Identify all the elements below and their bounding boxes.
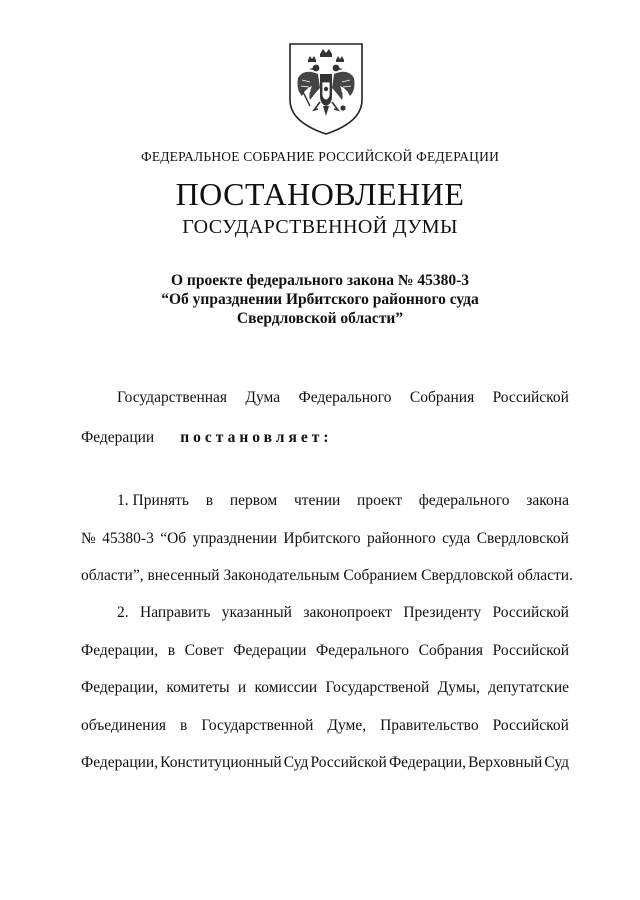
word: Федерации, [81,754,159,771]
word: Верховный [468,754,543,771]
word: Российской [492,604,569,621]
word: Федерального [316,641,410,659]
paragraph-line [81,557,573,595]
paragraph-line [81,744,569,782]
subject-line: Свердловской области” [236,310,404,327]
word: Государственой [325,679,430,696]
subject-line: О проекте федерального закона № 45380-3 [170,272,469,289]
word: законопроект [303,604,392,621]
word: Федерации, [388,754,467,771]
word: Собрания [409,389,475,406]
word: в [205,492,214,509]
document-type-title: ПОСТАНОВЛЕНИЕ [175,176,465,212]
word: Правительство [380,716,479,734]
word: 45380-3 [102,529,154,547]
word: в [167,641,176,659]
word: Российской [492,641,569,659]
word: Федерации [81,429,155,446]
russian-coat-of-arms-icon [286,40,366,136]
word: объединения [81,716,167,734]
word: Государственной [201,716,314,734]
line-text: области”, внесенный Законодательным Собранием Свердловской области. [81,567,573,584]
subject-line: “Об упразднении Ирбитского районного суда [161,291,479,308]
word: 1. Принять [117,492,190,509]
resolves-keyword: постановляет: [180,429,333,446]
word: Федерального [298,389,392,406]
word: чтении [293,492,341,509]
word: Совет [184,641,224,659]
paragraph-1 [81,482,573,595]
word: Свердловской [476,529,569,547]
word: Российской [492,716,569,734]
issuer-name: ГОСУДАРСТВЕННОЙ ДУМЫ [182,216,458,238]
word: первом [229,492,278,509]
word: Федерации [233,641,307,659]
word: Ирбитского [283,529,361,547]
paragraph-line [81,520,569,558]
word: Российской [310,754,387,771]
paragraph-line [81,482,569,520]
word: Думе, [327,716,367,734]
organization-name: ФЕДЕРАЛЬНОЕ СОБРАНИЕ РОССИЙСКОЙ ФЕДЕРАЦИИ [140,149,500,164]
word: Суд [283,754,309,771]
word: 2. [117,604,129,621]
word: Российской [492,389,569,406]
paragraph-line [81,594,569,632]
paragraph-line [81,707,569,745]
word: Суд [544,754,569,771]
word: суда [442,529,471,547]
document-subject [0,271,640,328]
preamble [81,378,569,458]
word: “Об [160,529,187,547]
word: Дума [245,389,281,406]
word: Федерации, [81,641,159,659]
word: Президенту [403,604,482,621]
word: комиссии [254,679,318,696]
word: Федерации, [81,679,159,696]
word: указанный [221,604,292,621]
word: Думы, [437,679,480,696]
word: Направить [140,604,211,621]
word: Государственная [117,389,228,406]
word: федерального [418,492,510,509]
word: упразднении [192,529,278,547]
word: и [237,679,247,696]
word: Собрания [418,641,483,659]
preamble-line [81,378,569,418]
word: закона [526,492,569,509]
word: Конституционный [160,754,282,771]
paragraph-line [81,632,569,670]
word: комитеты [166,679,230,696]
preamble-line [81,418,569,458]
word: проект [357,492,402,509]
word: депутатские [488,679,569,696]
paragraph-line [81,669,569,707]
paragraph-2 [81,594,569,782]
word: № [81,529,96,547]
word: районного [366,529,436,547]
word: в [180,716,188,734]
